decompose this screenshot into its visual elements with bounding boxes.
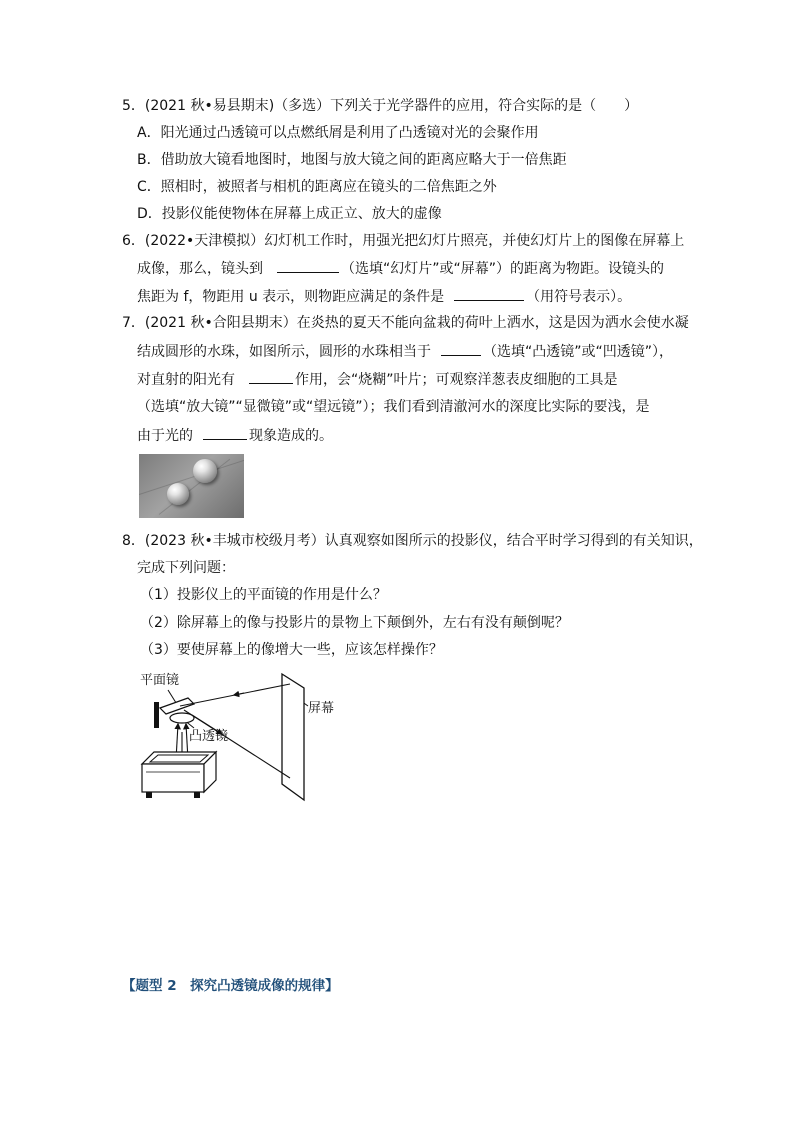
q8-sub-question-1: （1）投影仪上的平面镜的作用是什么？ [140,587,387,603]
water-droplet [167,483,189,505]
q8-sub-question-3: （3）要使屏幕上的像增大一些，应该怎样操作？ [140,642,443,658]
label-screen: 屏幕 [308,701,335,716]
projector-diagram [132,666,362,806]
q7-answer-blank-2[interactable] [249,369,293,384]
screen [282,674,304,800]
q7-line5 [137,425,333,446]
plane-mirror [160,698,194,714]
q6-line3-text-a: 焦距为 f，物距用 u 表示，则物距应满足的条件是 [137,289,445,305]
label-plane-mirror: 平面镜 [140,673,180,688]
q7-line3-text-b: 作用，会“烧糊”叶片；可观察洋葱表皮细胞的工具是 [295,372,618,388]
q6-line1: 6．(2022•天津模拟）幻灯机工作时，用强光把幻灯片照亮，并使幻灯片上的图像在屏幕上 [122,233,685,249]
q7-line2 [137,341,673,362]
q8-sub-question-2: （2）除屏幕上的像与投影片的景物上下颠倒外，左右有没有颠倒呢？ [140,615,569,631]
q7-line4: （选填“放大镜”“显微镜”或“望远镜”）；我们看到清澈河水的深度比实际的要浅，是 [137,399,650,415]
q5-stem: 5．(2021 秋•易县期末)（多选）下列关于光学器件的应用，符合实际的是（ ） [122,98,639,114]
q6-line2-text-b: （选填“幻灯片”或“屏幕”）的距离为物距。设镜头的 [341,261,665,277]
projector-foot [146,792,152,798]
projector-foot [194,792,200,798]
q6-answer-blank-2[interactable] [454,286,524,301]
q7-line5-text-b: 现象造成的。 [249,428,333,444]
q7-answer-blank-1[interactable] [441,341,481,356]
water-droplet [193,459,217,483]
q5-option-a: A．阳光通过凸透镜可以点燃纸屑是利用了凸透镜对光的会聚作用 [137,125,539,141]
projector-post [154,702,159,728]
q7-line1: 7．(2021 秋•合阳县期末）在炎热的夏天不能向盆栽的荷叶上洒水，这是因为洒水会使水凝 [122,315,689,331]
q7-line3 [137,369,618,390]
q6-answer-blank-1[interactable] [277,258,339,273]
q5-option-b: B．借助放大镜看地图时，地图与放大镜之间的距离应略大于一倍焦距 [137,152,567,168]
q6-line3 [137,286,631,307]
q5-option-c: C．照相时，被照者与相机的距离应在镜头的二倍焦距之外 [137,179,497,195]
q7-line5-text-a: 由于光的 [137,428,193,444]
q7-line3-text-a: 对直射的阳光有 [137,372,235,388]
q5-option-d: D．投影仪能使物体在屏幕上成正立、放大的虚像 [137,206,442,222]
q6-line2 [137,258,664,279]
water-droplets-photo [139,454,244,518]
q7-line2-text-a: 结成圆形的水珠，如图所示，圆形的水珠相当于 [137,344,431,360]
section-title: 【题型 2 探究凸透镜成像的规律】 [122,978,339,994]
q7-answer-blank-3[interactable] [203,425,247,440]
q8-line1: 8．(2023 秋•丰城市校级月考）认真观察如图所示的投影仪，结合平时学习得到的有关知识， [122,533,703,549]
q6-line3-text-b: （用符号表示）。 [526,289,632,305]
q8-line2: 完成下列问题： [137,560,235,576]
q7-line2-text-b: （选填“凸透镜”或“凹透镜”）， [483,344,674,360]
projector-front [142,764,204,792]
label-convex-lens-text: 凸透镜 [189,729,229,744]
q6-line2-text-a: 成像，那么，镜头到 [137,261,263,277]
